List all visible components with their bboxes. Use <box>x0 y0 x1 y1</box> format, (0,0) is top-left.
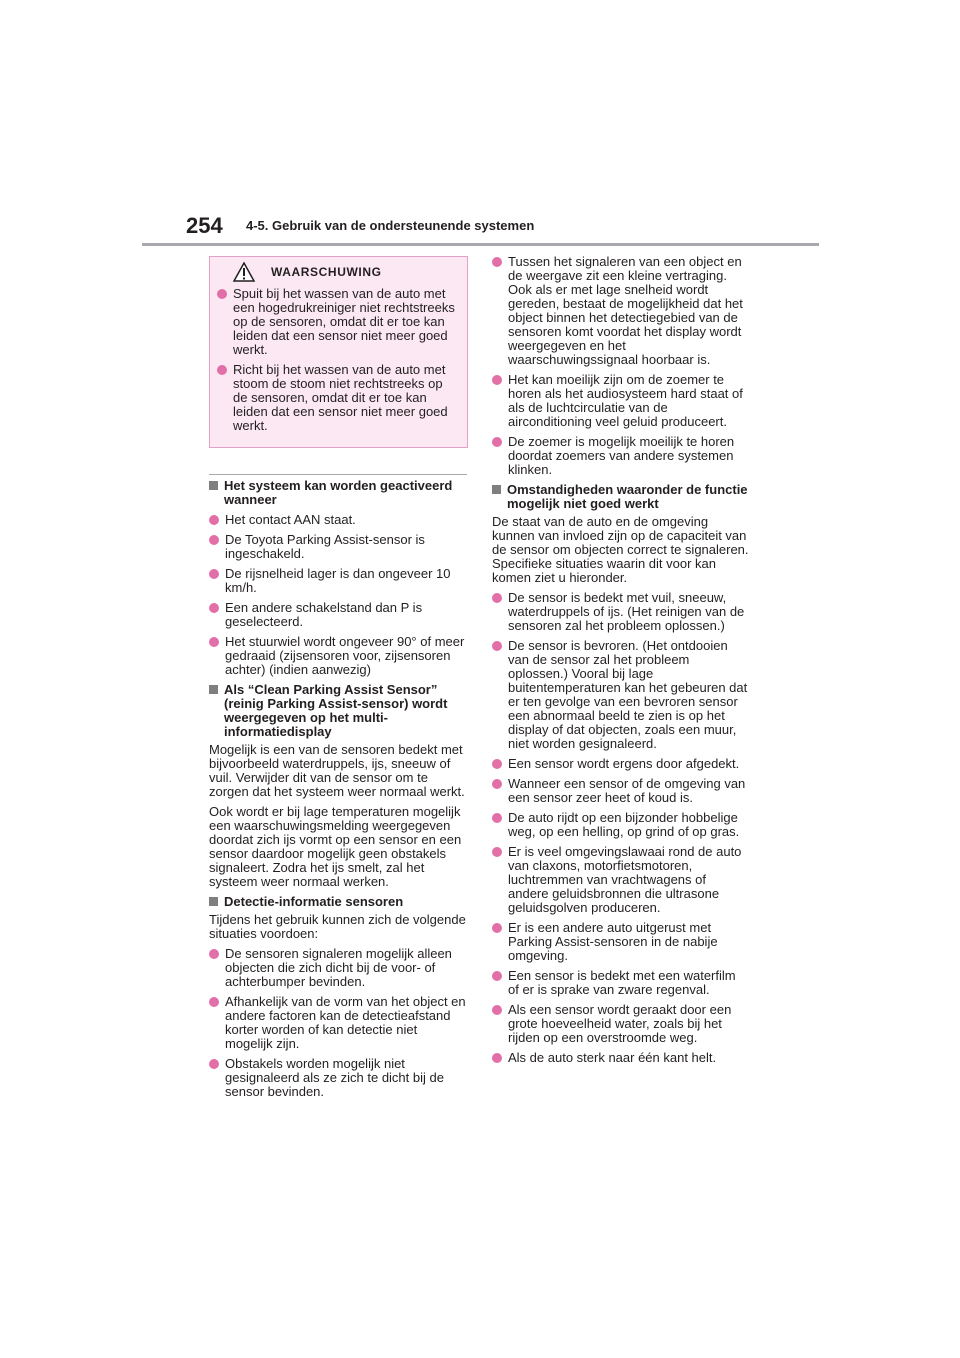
bullet-icon <box>492 593 502 603</box>
list-item: Een sensor wordt ergens door afgedekt. <box>492 757 750 771</box>
square-bullet-icon <box>209 481 218 490</box>
list-item: De auto rijdt op een bijzonder hobbelige weg, op een helling, op grind of op gras. <box>492 811 750 839</box>
section-heading: Als “Clean Parking Assist Sensor” (reinig Parking Assist-sensor) wordt weergegeven op het multi-informatiedisplay <box>209 683 467 739</box>
list-item: De Toyota Parking Assist-sensor is ingeschakeld. <box>209 533 467 561</box>
page-number: 254 <box>186 213 223 238</box>
section-title: 4-5. Gebruik van de ondersteunende systemen <box>246 218 535 233</box>
bullet-icon <box>209 637 219 647</box>
square-bullet-icon <box>209 685 218 694</box>
list-item: Het kan moeilijk zijn om de zoemer te horen als het audiosysteem hard staat of als de luchtcirculatie van de airconditioning veel geluid produceert. <box>492 373 750 429</box>
list-item: De zoemer is mogelijk moeilijk te horen doordat zoemers van andere systemen klinken. <box>492 435 750 477</box>
bullet-icon <box>209 535 219 545</box>
bullet-icon <box>492 923 502 933</box>
warning-item <box>217 287 457 357</box>
bullet-icon <box>492 257 502 267</box>
section-divider <box>209 474 467 507</box>
section-heading: Omstandigheden waaronder de functie mogelijk niet goed werkt <box>492 483 750 511</box>
bullet-icon <box>492 437 502 447</box>
warning-item-text: Richt bij het wassen van de auto met stoom de stoom niet rechtstreeks op de sensoren, omdat dit er toe kan leiden dat een sensor niet meer goed werkt. <box>233 362 448 433</box>
bullet-icon <box>217 365 227 375</box>
list-item: De sensoren signaleren mogelijk alleen objecten die zich dicht bij de voor- of achterbumper bevinden. <box>209 947 467 989</box>
page-header <box>0 0 960 250</box>
bullet-icon <box>217 289 227 299</box>
list-item: Als een sensor wordt geraakt door een grote hoeveelheid water, zoals bij het rijden op een overstroomde weg. <box>492 1003 750 1045</box>
bullet-icon <box>492 759 502 769</box>
header-rule <box>142 243 819 246</box>
bullet-icon <box>209 603 219 613</box>
list-item: Als de auto sterk naar één kant helt. <box>492 1051 750 1065</box>
bullet-icon <box>492 847 502 857</box>
bullet-icon <box>492 1053 502 1063</box>
paragraph: Ook wordt er bij lage temperaturen mogelijk een waarschuwingsmelding weergegeven doordat zich ijs vormt op een sensor en een sensor daardoor mogelijk geen obstakels signaleert. Zodra het ijs smelt, zal het systeem weer normaal werken. <box>209 804 462 889</box>
warning-item-text: Spuit bij het wassen van de auto met een hogedrukreiniger niet rechtstreeks op de sensoren, omdat dit er toe kan leiden dat een sensor niet meer goed werkt. <box>233 286 455 357</box>
list-item: De rijsnelheid lager is dan ongeveer 10 km/h. <box>209 567 467 595</box>
bullet-icon <box>492 813 502 823</box>
paragraph: De staat van de auto en de omgeving kunnen van invloed zijn op de capaciteit van de sensor om objecten correct te signaleren. Specifieke situaties waarin dit voor kan komen ziet u hieronder. <box>492 514 749 585</box>
list-item: Het stuurwiel wordt ongeveer 90° of meer gedraaid (zijsensoren voor, zijsensoren achter) (indien aanwezig) <box>209 635 467 677</box>
warning-box <box>209 256 468 448</box>
left-column <box>209 256 467 1105</box>
list-item: Obstakels worden mogelijk niet gesignaleerd als ze zich te dicht bij de sensor bevinden. <box>209 1057 467 1099</box>
section-heading: Het systeem kan worden geactiveerd wanneer <box>209 479 467 507</box>
bullet-icon <box>209 569 219 579</box>
bullet-icon <box>209 515 219 525</box>
square-bullet-icon <box>209 897 218 906</box>
bullet-icon <box>209 949 219 959</box>
paragraph: Mogelijk is een van de sensoren bedekt met bijvoorbeeld waterdruppels, ijs, sneeuw of vuil. Verwijder dit van de sensor om te zorgen dat het systeem weer normaal werkt. <box>209 742 465 799</box>
warning-triangle-icon <box>233 262 255 282</box>
list-item: Er is veel omgevingslawaai rond de auto van claxons, motorfietsmotoren, luchtremmen van vrachtwagens of andere geluidsbronnen die ultrasone geluidsgolven produceren. <box>492 845 750 915</box>
bullet-icon <box>209 997 219 1007</box>
warning-title: WAARSCHUWING <box>271 265 382 279</box>
list-item: Afhankelijk van de vorm van het object en andere factoren kan de detectieafstand korter worden of kan detectie niet mogelijk zijn. <box>209 995 467 1051</box>
warning-item <box>217 363 457 433</box>
section-heading: Detectie-informatie sensoren <box>209 895 467 909</box>
bullet-icon <box>492 971 502 981</box>
list-item: Er is een andere auto uitgerust met Parking Assist-sensoren in de nabije omgeving. <box>492 921 750 963</box>
bullet-icon <box>209 1059 219 1069</box>
list-item: Een andere schakelstand dan P is geselecteerd. <box>209 601 467 629</box>
list-item: De sensor is bevroren. (Het ontdooien van de sensor zal het probleem oplossen.) Vooral bij lage buitentemperaturen kan het gebeuren dat er ten gevolge van een bevroren sensor een abnormaal beeld te zien is op het display of dat objecten, zoals een muur, niet worden gesignaleerd. <box>492 639 750 751</box>
bullet-icon <box>492 375 502 385</box>
square-bullet-icon <box>492 485 501 494</box>
list-item: De sensor is bedekt met vuil, sneeuw, waterdruppels of ijs. (Het reinigen van de sensoren zal het probleem oplossen.) <box>492 591 750 633</box>
bullet-icon <box>492 1005 502 1015</box>
paragraph: Tijdens het gebruik kunnen zich de volgende situaties voordoen: <box>209 912 466 941</box>
list-item: Een sensor is bedekt met een waterfilm of er is sprake van zware regenval. <box>492 969 750 997</box>
bullet-icon <box>492 779 502 789</box>
list-item: Wanneer een sensor of de omgeving van een sensor zeer heet of koud is. <box>492 777 750 805</box>
list-item: Het contact AAN staat. <box>209 513 467 527</box>
list-item: Tussen het signaleren van een object en de weergave zit een kleine vertraging. Ook als er met lage snelheid wordt gereden, bestaat de mogelijkheid dat het object binnen het detectiegebied van de sensoren komt voordat het display wordt weergegeven en het waarschuwingssignaal hoorbaar is. <box>492 255 750 367</box>
warning-header <box>217 257 457 287</box>
right-column <box>492 255 750 1071</box>
bullet-icon <box>492 641 502 651</box>
